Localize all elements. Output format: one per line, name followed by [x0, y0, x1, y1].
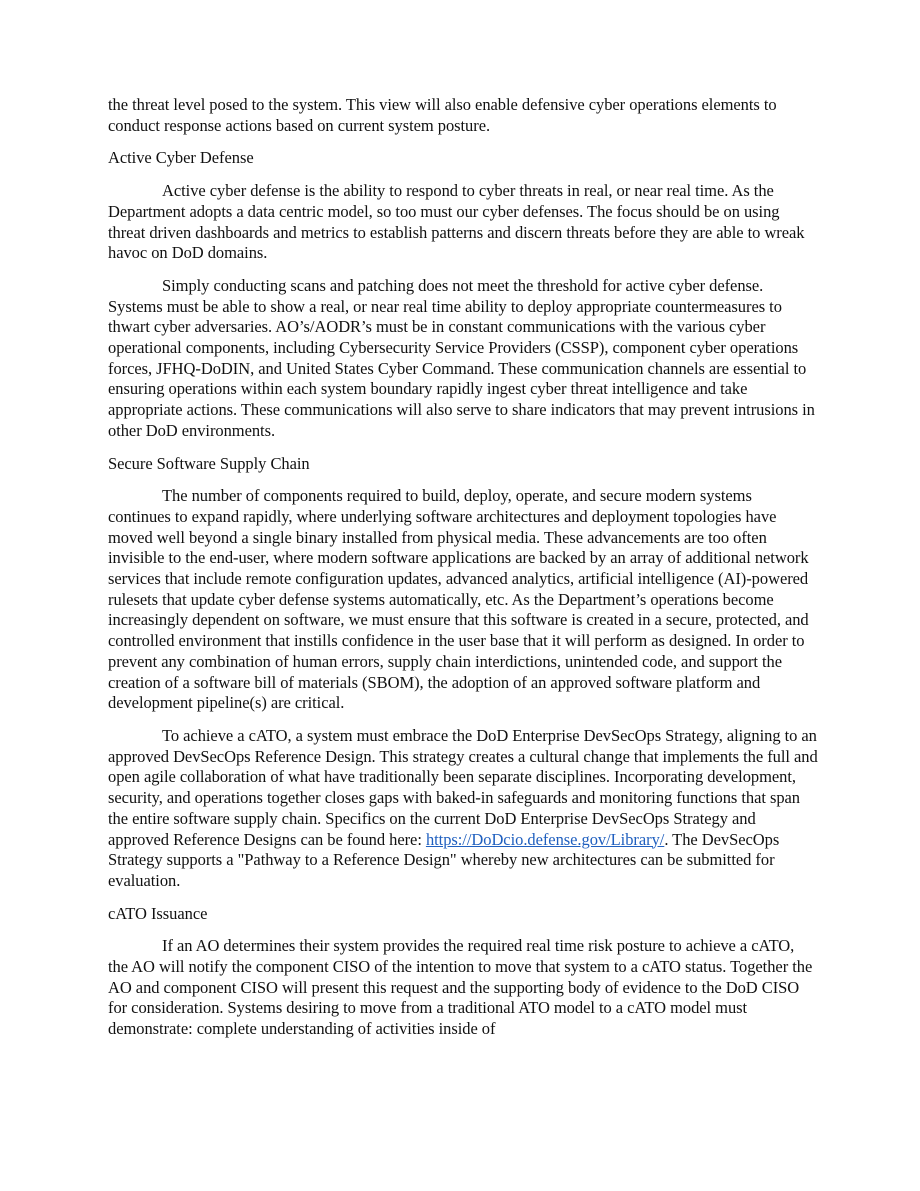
section-heading-active-cyber-defense: Active Cyber Defense	[108, 148, 254, 168]
supply-chain-paragraph-2-text-end: . The DevSecOps Strategy supports a "Pathway to a Reference Design" whereby new architectures can be submitted for evaluation.	[108, 829, 780, 890]
intro-paragraph: the threat level posed to the system. This view will also enable defensive cyber operations elements to conduct response actions based on current system posture.	[108, 95, 777, 135]
active-cyber-defense-paragraph-2: Simply conducting scans and patching does not meet the threshold for active cyber defense. Systems must be able to show a real, or near real time ability to deploy appropriate countermeasures to thwart cyber adversaries. AO’s/AODR’s must be in constant communications with the various cyber operational components, including Cybersecurity Service Providers (CSSP), component cyber operations forces, JFHQ-DoDIN, and United States Cyber Command. These communication channels are essential to ensuring operations within each system boundary rapidly ingest cyber threat intelligence and take appropriate actions. These communications will also serve to share indicators that may prevent intrusions in other DoD environments.	[108, 275, 815, 440]
dodcio-library-link[interactable]: https://DoDcio.defense.gov/Library/	[425, 829, 665, 849]
cato-issuance-paragraph-1: If an AO determines their system provides the required real time risk posture to achieve a cATO, the AO will notify the component CISO of the intention to move that system to a cATO status. Together the AO and component CISO will present this request and the supporting body of evidence to the DoD CISO for consideration. Systems desiring to move from a traditional ATO model to a cATO model must demonstrate: complete understanding of activities inside of	[108, 936, 813, 1039]
section-heading-cato-issuance: cATO Issuance	[108, 903, 208, 923]
document-page	[108, 95, 818, 1052]
supply-chain-paragraph-2	[108, 726, 818, 892]
supply-chain-paragraph-2-text: To achieve a cATO, a system must embrace the DoD Enterprise DevSecOps Strategy, aligning to an approved DevSecOps Reference Design. This strategy creates a cultural change that implements the full and open agile collaboration of what have traditionally been separate disciplines. Incorporating development, security, and operations together closes gaps with baked-in safeguards and monitoring functions that span the entire software supply chain. Specifics on the current DoD Enterprise DevSecOps Strategy and approved Reference Designs can be found here:	[108, 725, 818, 849]
active-cyber-defense-paragraph-1: Active cyber defense is the ability to respond to cyber threats in real, or near real time. As the Department adopts a data centric model, so too must our cyber defenses. The focus should be on using threat driven dashboards and metrics to establish patterns and discern threats before they are able to wreak havoc on DoD domains.	[108, 181, 805, 263]
supply-chain-paragraph-1: The number of components required to build, deploy, operate, and secure modern systems continues to expand rapidly, where underlying software architectures and deployment topologies have moved well beyond a single binary installed from physical media. These advancements are too often invisible to the end-user, where modern software applications are backed by an array of additional network services that include remote configuration updates, advanced analytics, artificial intelligence (AI)-powered rulesets that update cyber defense systems automatically, etc. As the Department’s operations become increasingly dependent on software, we must ensure that this software is created in a secure, protected, and controlled environment that instills confidence in the user base that it will perform as designed. In order to prevent any combination of human errors, supply chain interdictions, unintended code, and support the creation of a software bill of materials (SBOM), the adoption of an approved software platform and development pipeline(s) are critical.	[108, 486, 809, 713]
section-heading-secure-software-supply-chain: Secure Software Supply Chain	[108, 453, 310, 473]
